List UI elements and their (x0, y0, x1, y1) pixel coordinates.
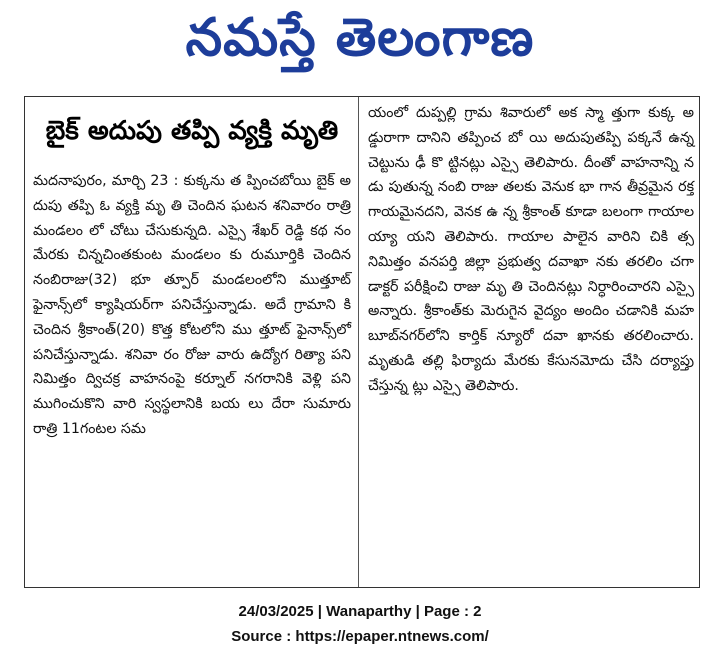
article-column-left: మదనాపురం, మార్చి 23 : కుక్కను త ప్పించబోయి బైక్ అదుపు తప్పి ఓ వ్యక్తి మృ తి చెందిన ఘటన శనివారం రాత్రి మండలం లో చోటు చేసుకున్నది. ఎస్సై శేఖర్ రెడ్డి కథ నం మేరకు చిన్నచింతకుంట మండలం కు రుమూర్తికి చెందిన నంబిరాజు(32) భూ త్పూర్ మండలంలోని ముత్తూట్ ఫైనాన్స్‌లో క్యాషియర్‌గా పనిచేస్తున్నాడు. అదే గ్రామాని కి చెందిన శ్రీకాంత్(20) కొత్త కోటలోని ము త్తూట్ ఫైనాన్స్‌లో పనిచేస్తున్నాడు. శనివా రం రోజు వారు ఉద్యోగ రిత్యా పని నిమిత్తం ద్విచక్ర వాహనంపై కర్నూల్ నగరానికి వెళ్లి పని ముగించుకొని వారి స్వస్థలానికి బయ లు దేరా సుమారు రాత్రి 11గంటల సమ (33, 173, 351, 437)
newspaper-masthead: నమస్తే తెలంగాణ (185, 8, 535, 68)
column-divider (358, 97, 359, 587)
article-headline: బైక్ అదుపు తప్పి వ్యక్తి మృతి (45, 116, 339, 146)
article-column-right: యంలో దుప్పల్లి గ్రామ శివారులో అక స్మా త్తుగా కుక్క అడ్డురాగా దానిని తప్పించ బో యి అదుపుతప్పి పక్కనే ఉన్న చెట్టును ఢీ కొ ట్టినట్లు ఎస్సై తెలిపారు. దీంతో వాహనాన్ని నడు పుతున్న నంబి రాజు తలకు వెనుక భా గాన తీవ్రమైన రక్తగాయమైనదని, వెనక ఉ న్న శ్రీకాంత్ కూడా బలంగా గాయాల య్యా యని తెలిపారు. గాయాల పాలైన వారిని చికి త్స నిమిత్తం వనపర్తి జిల్లా ప్రభుత్వ దవాఖా నకు తరలిం చగా డాక్టర్ పరీక్షించి రాజు మృ తి చెందినట్లు నిర్ధారించారని ఎస్సై అన్నారు. శ్రీకాంత్‌కు మెరుగైన వైద్యం అందిం చడానికి మహబూబ్‌నగర్‌లోని కార్తిక్ న్యూరో దవా ఖానకు తరలించారు. మృతుడి తల్లి ఫిర్యాదు మేరకు కేసునమోదు చేసి దర్యాప్తు చేస్తున్న ట్లు ఎస్సై తెలిపారు. (368, 105, 694, 394)
source-url: Source : https://epaper.ntnews.com/ (231, 628, 489, 645)
edition-info: 24/03/2025 | Wanaparthy | Page : 2 (238, 603, 482, 620)
article-clipping (24, 96, 700, 588)
